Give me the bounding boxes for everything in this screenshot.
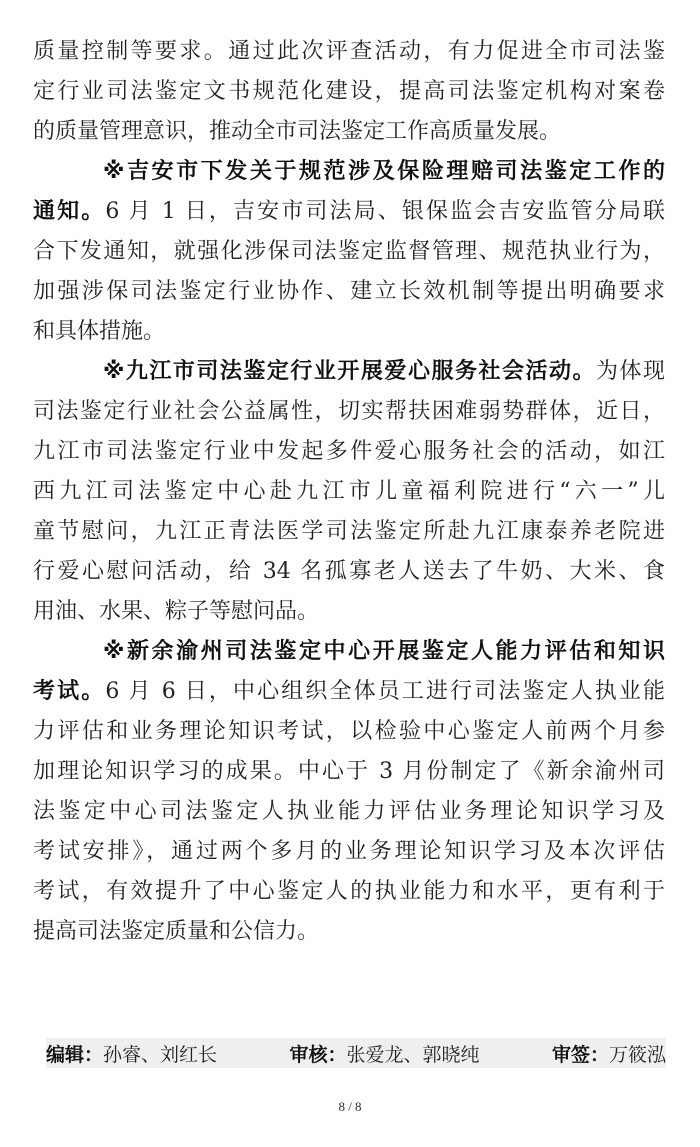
text-line: 的质量管理意识，推动全市司法鉴定工作高质量发展。 — [33, 119, 562, 144]
paragraph-xinyu-exam — [33, 632, 665, 952]
section-heading: ※九江市司法鉴定行业开展爱心服务社会活动。 — [103, 359, 596, 384]
paragraph-jiujiang-charity — [33, 352, 665, 632]
page-number: 8 / 8 — [338, 1099, 362, 1114]
paragraph-quality-review — [33, 32, 665, 152]
text-line: 用油、水果、粽子等慰问品。 — [33, 599, 320, 624]
text-line — [33, 672, 665, 712]
text-line: 定行业司法鉴定文书规范化建设，提高司法鉴定机构对案卷 — [33, 79, 665, 104]
text-line: 加理论知识学习的成果。中心于 3 月份制定了《新余渝州司 — [33, 759, 665, 784]
text-span: 6 月 6 日，中心组织全体员工进行司法鉴定人执业能 — [105, 679, 665, 704]
section-heading: ※新余渝州司法鉴定中心开展鉴定人能力评估和知识 — [103, 639, 665, 664]
reviewer-label: 审核： — [289, 1043, 347, 1066]
text-line: 考试安排》，通过两个多月的业务理论知识学习及本次评估 — [33, 839, 665, 864]
section-heading: ※吉安市下发关于规范涉及保险理赔司法鉴定工作的 — [103, 159, 665, 184]
text-line: 考试，有效提升了中心鉴定人的执业能力和水平，更有利于 — [33, 879, 665, 904]
document-body — [33, 32, 665, 952]
approver-names: 万筱泓 — [608, 1043, 666, 1066]
text-line: 西九江司法鉴定中心赴九江市儿童福利院进行“六一”儿 — [33, 479, 665, 504]
text-line: 合下发通知，就强化涉保司法鉴定监督管理、规范执业行为， — [33, 239, 665, 264]
text-span: 为体现 — [595, 359, 665, 384]
text-line: 加强涉保司法鉴定行业协作、建立长效机制等提出明确要求 — [33, 279, 665, 304]
reviewer-credit — [289, 1040, 479, 1067]
editor-credit — [46, 1040, 217, 1067]
editor-label: 编辑： — [46, 1043, 104, 1066]
paragraph-jian-notice — [33, 152, 665, 352]
section-heading-continued: 通知。 — [33, 199, 106, 224]
reviewer-names: 张爱龙、郭晓纯 — [346, 1043, 480, 1066]
text-line: 和具体措施。 — [33, 319, 166, 344]
text-line: 童节慰问，九江正青法医学司法鉴定所赴九江康泰养老院进 — [33, 519, 665, 544]
text-span: 6 月 1 日，吉安市司法局、银保监会吉安监管分局联 — [105, 199, 665, 224]
text-line: 九江市司法鉴定行业中发起多件爱心服务社会的活动，如江 — [33, 439, 665, 464]
text-line — [33, 192, 665, 232]
text-line: 质量控制等要求。通过此次评查活动，有力促进全市司法鉴 — [33, 39, 665, 64]
text-line — [33, 352, 665, 392]
text-line: 提高司法鉴定质量和公信力。 — [33, 919, 320, 944]
text-line: 法鉴定中心司法鉴定人执业能力评估业务理论知识学习及 — [33, 799, 665, 824]
approver-credit — [552, 1040, 666, 1067]
text-line: 行爱心慰问活动，给 34 名孤寡老人送去了牛奶、大米、食 — [33, 559, 665, 584]
text-line: 司法鉴定行业社会公益属性，切实帮扶困难弱势群体，近日， — [33, 399, 665, 424]
text-line: 力评估和业务理论知识考试，以检验中心鉴定人前两个月参 — [33, 719, 665, 744]
section-heading-continued: 考试。 — [33, 679, 106, 704]
approver-label: 审签： — [551, 1043, 609, 1066]
editor-names: 孙睿、刘红长 — [103, 1043, 218, 1066]
editorial-credits — [46, 1038, 666, 1068]
